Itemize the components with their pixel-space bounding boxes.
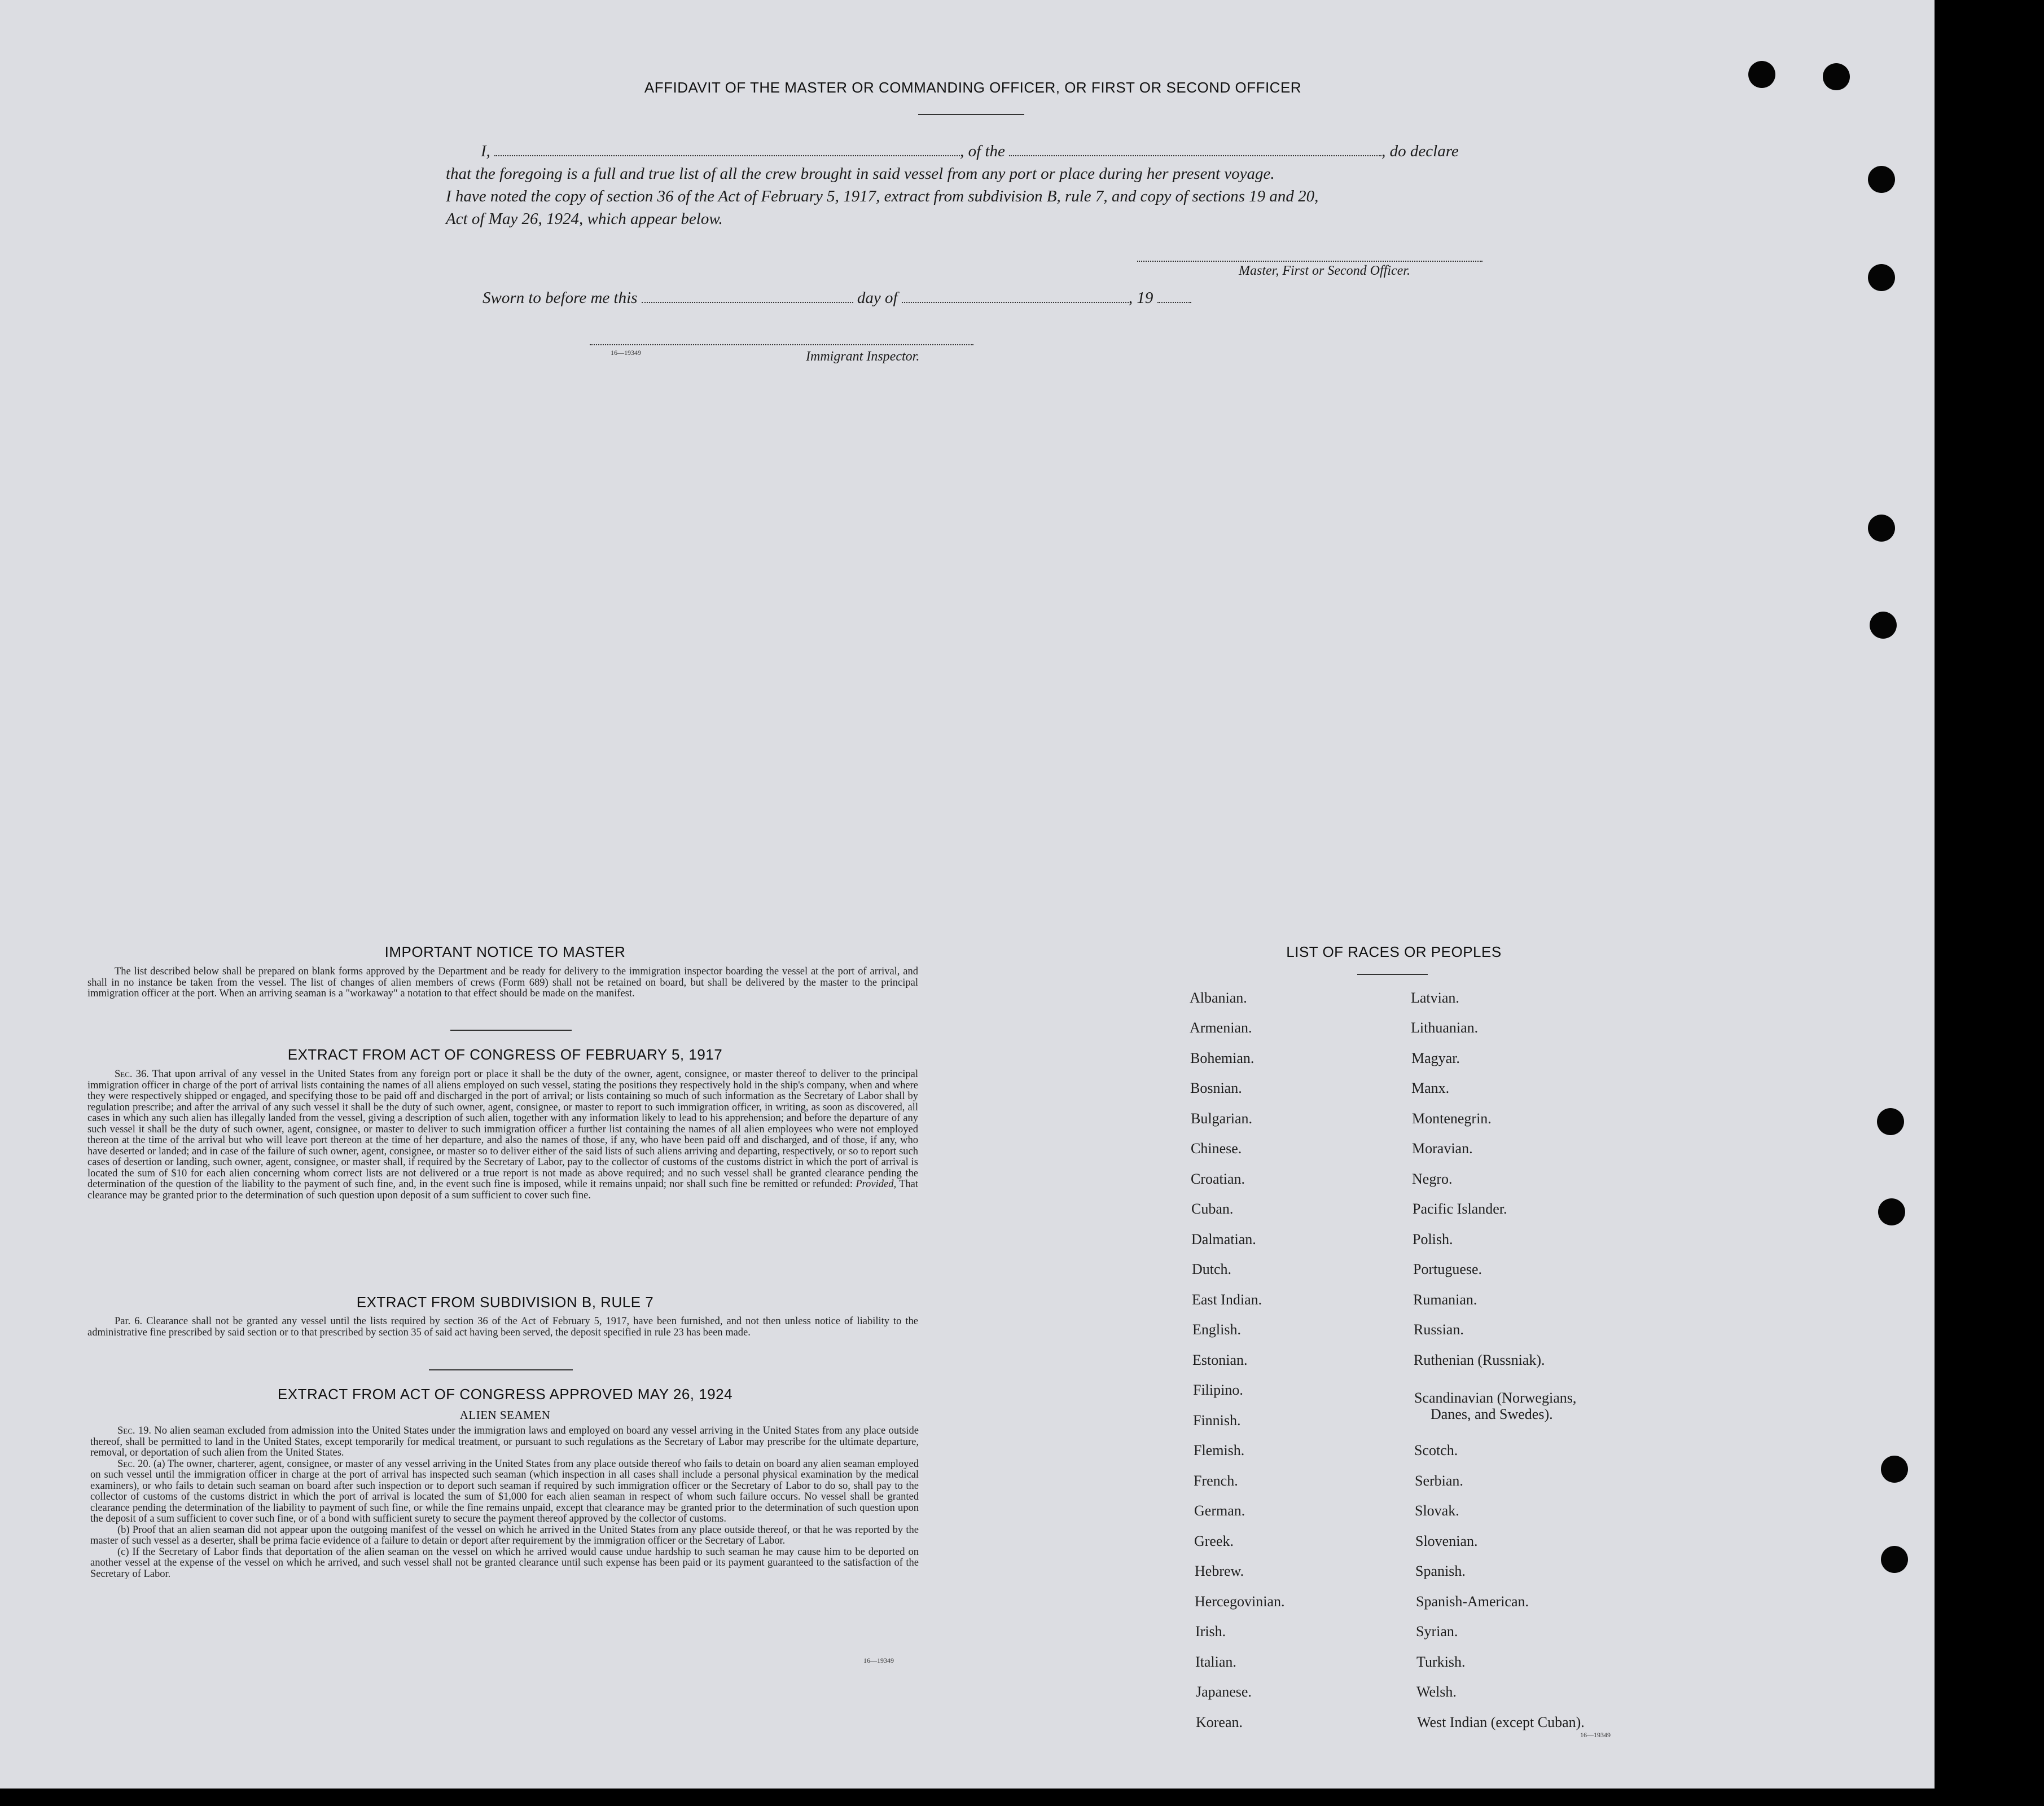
race-right: Slovenian. (1415, 1533, 1478, 1549)
race-left: Japanese. (1196, 1684, 1252, 1700)
sworn-day-blank (642, 302, 853, 303)
punch-hole (1881, 1546, 1908, 1573)
race-left: Italian. (1195, 1654, 1236, 1670)
race-left: Bohemian. (1190, 1050, 1255, 1066)
title-divider (918, 114, 1024, 115)
sec-19-text: No alien seaman excluded from admission into the United States under the immigration laws and employed on board any vessel arriving in the United States from any place outside thereof, shall be permitted to land in the United States, except temporarily for medical treatment, or pursuant to such regulations as the Secretary of Labor may prescribe for the ultimate departure, removal, or deportation of such alien from the United States. (90, 1425, 919, 1458)
races-title-divider (1357, 974, 1428, 975)
rule7-paragraph: Par. 6. Clearance shall not be granted any vessel until the lists required by section 36 of the Act of February 5, 1917, have been furnished, and not then unless notice of liability to the administrative fine prescribed by said section or to that prescribed by section 35 of said act having been served, the deposit specified in rule 23 has been made. (87, 1316, 918, 1338)
race-right: Spanish. (1415, 1563, 1466, 1579)
sec-20b-text: (b) Proof that an alien seaman did not appear upon the outgoing manifest of the vessel on which he arrived in the United States from any place outside thereof, or that he was reported by the master of such vessel as a deserter, shall be prima facie evidence of a failure to detain or deport after requirement by the immigration officer or the Secretary of Labor. (90, 1524, 919, 1546)
inspector-label: Immigrant Inspector. (806, 349, 920, 364)
sec-20c-text: (c) If the Secretary of Labor finds that deportation of the alien seaman on the vessel on which he arrived would cause undue hardship to such seaman he may cause him to be deported on another vessel at the expense of the vessel on which he arrived, and such vessel shall not be granted clearance until such expense has been paid or its payment guaranteed to the satisfaction of the Secretary of Labor. (90, 1546, 919, 1580)
race-right: Ruthenian (Russniak). (1414, 1352, 1545, 1368)
form-number: 16—19349 (1580, 1731, 1611, 1739)
extract-1917-title: EXTRACT FROM ACT OF CONGRESS OF FEBRUARY 5, 1917 (287, 1046, 723, 1063)
race-right: Slovak. (1415, 1502, 1459, 1519)
race-left: Hercegovinian. (1195, 1593, 1285, 1610)
race-left: Croatian. (1191, 1171, 1245, 1187)
race-right: Serbian. (1415, 1473, 1463, 1489)
race-left: Dutch. (1192, 1261, 1232, 1277)
race-left: English. (1192, 1321, 1241, 1338)
race-left: Estonian. (1192, 1352, 1248, 1368)
race-right: Pacific Islander. (1413, 1201, 1507, 1217)
race-right: Montenegrin. (1412, 1110, 1492, 1127)
sec-36-text: That upon arrival of any vessel in the United States from any foreign port or place it shall be the duty of the owner, agent, consignee, or master thereof to deliver to the principal immigration officer in charge of the port of arrival lists containing the names of all aliens employed on such vessel, stating the positions they respectively hold in the ship's company, when and where they were respectively shipped or engaged, and specifying those to be paid off and discharged in the port of arrival; or lists containing so much of such information as the Secretary of Labor shall by regulation prescribe; and after the arrival of any such vessel it shall be the duty of such owner, agent, consignee, or master to report to such immigration officer, in writing, as soon as discovered, all cases in which any such alien has illegally landed from the vessel, giving a description of such alien, together with any information likely to lead to his apprehension; and before the departure of any such vessel it shall be the duty of such owner, agent, consignee, or master to deliver to such immigration officer a further list containing the names of all alien employees who were not employed thereon at the time of the arrival but who will leave port thereon at the time of her departure, and also the names of those, if any, who have been paid off and discharged, and of those, if any, who have deserted or landed; and in case of the failure of such owner, agent, consignee, or master so to deliver either of the said lists of such aliens arriving and departing, respectively, or so to report such cases of desertion or landing, such owner, agent, consignee, or master shall, if required by the Secretary of Labor, pay to the collector of customs of the customs district in which the port of arrival is located the sum of $10 for each alien concerning whom correct lists are not delivered or a true report is not made as above required; and no such vessel shall be granted clearance pending the determination of the question of the liability to the payment of such fine, and, in the event such fine is imposed, while it remains unpaid; nor shall such fine be remitted or refunded: (87, 1069, 918, 1190)
race-right: Portuguese. (1413, 1261, 1482, 1277)
race-left: Cuban. (1191, 1201, 1234, 1217)
race-right: Spanish-American. (1416, 1593, 1529, 1610)
sworn-line (483, 287, 1191, 309)
affidavit-declare: , do declare (1381, 142, 1459, 160)
punch-hole (1823, 63, 1850, 90)
affidavit-of-the: , of the (960, 142, 1005, 160)
notice-text (87, 966, 918, 1000)
race-left: Korean. (1196, 1714, 1243, 1730)
race-right: Scandinavian (Norwegians, (1414, 1390, 1577, 1406)
race-left: Albanian. (1190, 990, 1247, 1006)
vessel-blank (1009, 155, 1381, 156)
sworn-month-blank (902, 302, 1129, 303)
sec-19-label: Sec. 19. (117, 1425, 151, 1436)
race-right: Manx. (1411, 1080, 1450, 1096)
race-right: Latvian. (1411, 990, 1459, 1006)
race-left: Filipino. (1193, 1382, 1243, 1398)
master-signature-label: Master, First or Second Officer. (1239, 263, 1410, 278)
punch-hole (1868, 515, 1895, 542)
affidavit-i: I, (481, 142, 490, 160)
affidavit-line-3: I have noted the copy of section 36 of the Act of February 5, 1917, extract from subdivision B, rule 7, and copy of sections 19 and 20, (446, 187, 1319, 205)
sec-36-label: Sec. 36. (115, 1069, 149, 1080)
punch-hole (1878, 1198, 1905, 1225)
race-left: Bulgarian. (1191, 1110, 1253, 1127)
sworn-year-blank (1157, 302, 1191, 303)
notice-paragraph: The list described below shall be prepared on blank forms approved by the Department and be ready for delivery to the immigration inspector boarding the vessel at the port of arrival, and shall in no instance be taken from the vessel. The list of changes of alien members of crews (Form 689) shall not be retained on board, but shall be delivered by the master to the principal immigration officer at the port. When an arriving seaman is a "workaway" a notation to that effect should be made on the manifest. (87, 966, 918, 999)
races-title: LIST OF RACES OR PEOPLES (1286, 943, 1502, 960)
section-divider (429, 1369, 573, 1370)
race-right: Rumanian. (1413, 1291, 1477, 1308)
extract-1917-text (87, 1069, 918, 1201)
race-right: Moravian. (1412, 1140, 1473, 1157)
race-left: French. (1194, 1473, 1238, 1489)
race-left: Chinese. (1191, 1140, 1242, 1157)
affidavit-line-2: that the foregoing is a full and true list of all the crew brought in said vessel from any port or place during her present voyage. (446, 165, 1275, 183)
extract-rule7-title: EXTRACT FROM SUBDIVISION B, RULE 7 (356, 1294, 654, 1311)
form-number: 16—19349 (863, 1656, 894, 1664)
sworn-year: , 19 (1128, 289, 1153, 307)
race-left: German. (1194, 1502, 1245, 1519)
race-left: Irish. (1195, 1623, 1226, 1640)
race-left: Flemish. (1194, 1442, 1245, 1458)
race-right: West Indian (except Cuban). (1417, 1714, 1585, 1730)
race-right: Scotch. (1414, 1442, 1458, 1458)
punch-hole (1868, 264, 1895, 291)
punch-hole (1881, 1456, 1908, 1483)
sworn-day-of: day of (857, 289, 898, 307)
proviso-text: That clearance may be granted prior to the determination of such question upon deposit of a sum sufficient to cover such fine. (87, 1179, 919, 1201)
race-left: East Indian. (1192, 1291, 1262, 1308)
race-right: Lithuanian. (1411, 1020, 1479, 1036)
sec-20-label: Sec. 20. (117, 1458, 151, 1470)
race-right: Negro. (1412, 1171, 1453, 1187)
race-right: Welsh. (1416, 1684, 1457, 1700)
extract-rule7-text (87, 1316, 918, 1338)
section-divider (450, 1030, 572, 1031)
sec-20a-text: (a) The owner, charterer, agent, consignee, or master of any vessel arriving in the United States from any place outside thereof who fails to detain on board any alien seaman employed on such vessel until the immigration officer in charge at the port of arrival has inspected such seaman (which inspection in all cases shall include a personal physical examination by the medical examiners), or who fails to detain such seaman on board after such inspection or to deport such seaman if required by such immigration officer or the Secretary of Labor to do so, shall pay to the collector of customs of the customs district in which the port of arrival is located the sum of $1,000 for each alien seaman in respect of whom such failure occurs. No vessel shall be granted clearance pending the determination of the liability to payment of such fine, or while the fine remains unpaid, except that clearance may be granted prior to the determination of such question upon the deposit of a sum sufficient to cover such fine, or of a bond with sufficient surety to secure the payment thereof approved by the collector of customs. (90, 1458, 919, 1524)
punch-hole (1870, 612, 1897, 639)
race-right: Russian. (1414, 1321, 1464, 1338)
extract-1924-text (90, 1426, 919, 1580)
affidavit-line-1 (481, 140, 1459, 162)
race-left: Bosnian. (1190, 1080, 1242, 1096)
race-left: Finnish. (1193, 1412, 1241, 1429)
race-right: Turkish. (1416, 1654, 1466, 1670)
race-right: Syrian. (1416, 1623, 1458, 1640)
race-left: Dalmatian. (1191, 1231, 1256, 1247)
name-blank (494, 155, 960, 156)
affidavit-title: AFFIDAVIT OF THE MASTER OR COMMANDING OFFICER, OR FIRST OR SECOND OFFICER (644, 79, 1302, 96)
form-number: 16—19349 (611, 349, 641, 357)
punch-hole (1748, 61, 1775, 88)
race-left: Greek. (1194, 1533, 1234, 1549)
race-right: Polish. (1413, 1231, 1453, 1247)
race-left: Armenian. (1190, 1020, 1252, 1036)
affidavit-line-4: Act of May 26, 1924, which appear below. (446, 210, 723, 228)
alien-seamen-subtitle: ALIEN SEAMEN (459, 1408, 551, 1422)
proviso-label: Provided, (856, 1179, 897, 1190)
sworn-prefix: Sworn to before me this (483, 289, 638, 307)
punch-hole (1877, 1108, 1904, 1135)
race-right: Magyar. (1411, 1050, 1460, 1066)
race-left: Hebrew. (1195, 1563, 1244, 1579)
extract-1924-title: EXTRACT FROM ACT OF CONGRESS APPROVED MAY 26, 1924 (277, 1386, 733, 1403)
notice-title: IMPORTANT NOTICE TO MASTER (384, 943, 626, 960)
race-right-continued: Danes, and Swedes). (1431, 1406, 1553, 1422)
punch-hole (1868, 166, 1895, 193)
